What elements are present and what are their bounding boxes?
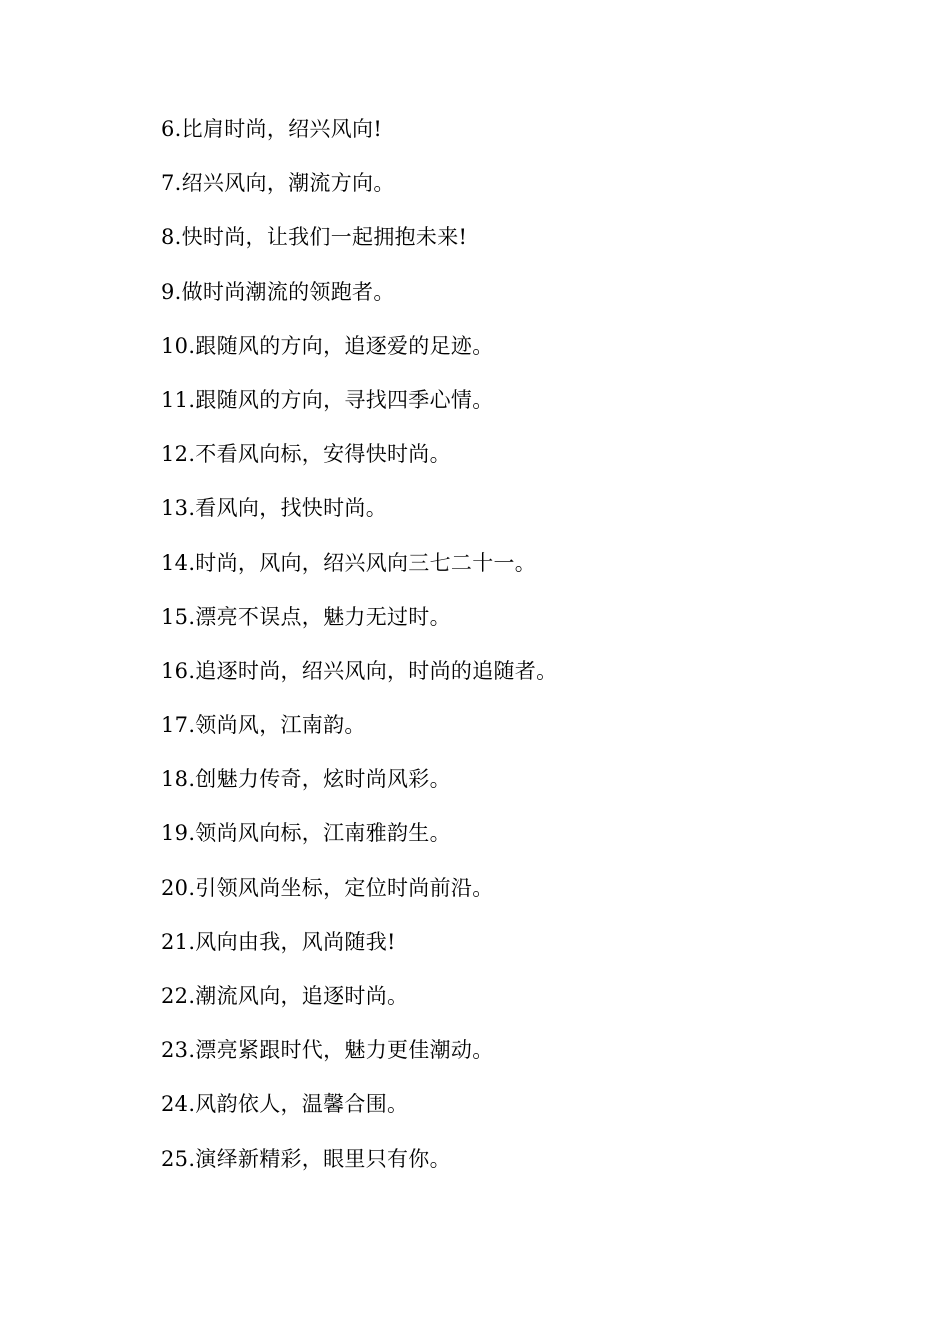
list-item: 13.看风向，找快时尚。 <box>161 496 387 521</box>
list-item: 19.领尚风向标，江南雅韵生。 <box>161 821 451 846</box>
list-item: 23.漂亮紧跟时代，魅力更佳潮动。 <box>161 1038 494 1063</box>
list-item: 21.风向由我，风尚随我! <box>161 929 396 954</box>
list-item: 12.不看风向标，安得快时尚。 <box>161 442 451 467</box>
list-item: 14.时尚，风向，绍兴风向三七二十一。 <box>161 550 537 575</box>
list-item: 8.快时尚，让我们一起拥抱未来! <box>161 225 468 250</box>
list-item: 7.绍兴风向，潮流方向。 <box>161 171 395 196</box>
list-item: 6.比肩时尚，绍兴风向! <box>161 117 383 141</box>
list-item: 16.追逐时尚，绍兴风向，时尚的追随者。 <box>161 658 558 683</box>
list-item: 24.风韵依人，温馨合围。 <box>161 1092 409 1117</box>
list-item: 11.跟随风的方向，寻找四季心情。 <box>161 387 494 412</box>
list-item: 9.做时尚潮流的领跑者。 <box>161 279 395 304</box>
slogan-list <box>161 113 557 1197</box>
list-item: 15.漂亮不误点，魅力无过时。 <box>161 604 451 629</box>
list-item: 20.引领风尚坐标，定位时尚前沿。 <box>161 875 494 900</box>
list-item: 18.创魅力传奇，炫时尚风彩。 <box>161 767 451 792</box>
list-item: 10.跟随风的方向，追逐爱的足迹。 <box>161 333 494 358</box>
list-item: 22.潮流风向，追逐时尚。 <box>161 984 409 1008</box>
list-item: 25.演绎新精彩，眼里只有你。 <box>161 1146 451 1171</box>
list-item: 17.领尚风，江南韵。 <box>161 713 366 738</box>
